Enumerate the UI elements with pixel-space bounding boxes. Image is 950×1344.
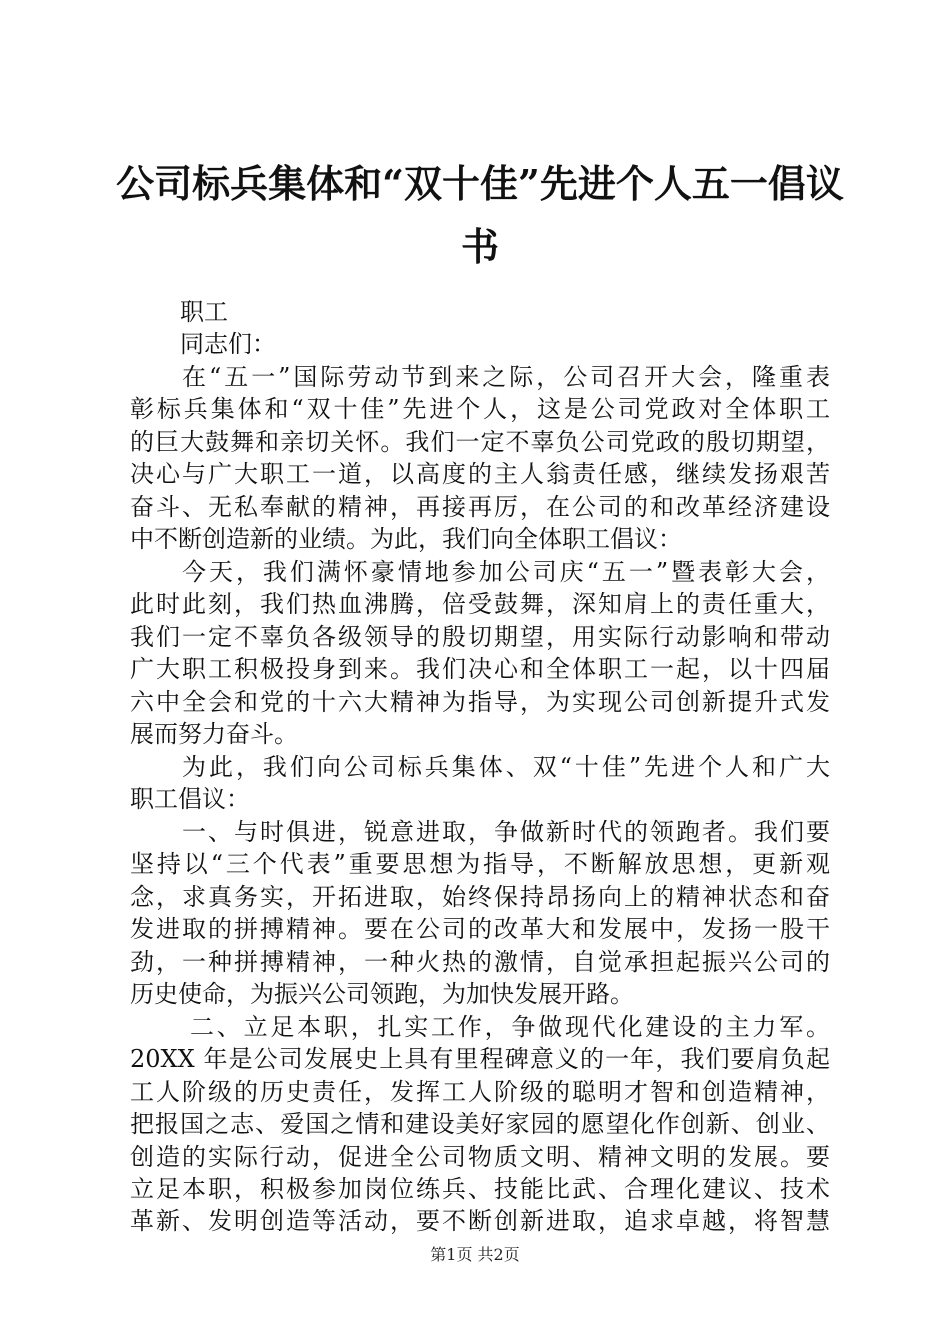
paragraph-line: 六中全会和党的十六大精神为指导，为实现公司创新提升式发 (130, 688, 830, 716)
paragraph-line: 立足本职，积极参加岗位练兵、技能比武、合理化建议、技术 (130, 1175, 830, 1203)
document-title-line1: 公司标兵集体和“双十佳”先进个人五一倡议 (116, 161, 844, 206)
page-footer: 第1页 共2页 (430, 1245, 520, 1264)
paragraph-line: 一、与时俱进，锐意进取，争做新时代的领跑者。我们要 (182, 818, 830, 846)
paragraph-line: 职工倡议： (130, 785, 250, 813)
paragraph-line: 奋斗、无私奉献的精神，再接再厉，在公司的和改革经济建设 (130, 493, 830, 521)
paragraph-line: 20XX 年是公司发展史上具有里程碑意义的一年，我们要肩负起 (130, 1045, 830, 1073)
paragraph-line: 念，求真务实，开拓进取，始终保持昂扬向上的精神状态和奋 (130, 883, 830, 911)
paragraph-line: 为此，我们向公司标兵集体、双“十佳”先进个人和广大 (182, 753, 830, 781)
paragraph-line: 劲，一种拼搏精神，一种火热的激情，自觉承担起振兴公司的 (130, 948, 830, 976)
paragraph-line: 的巨大鼓舞和亲切关怀。我们一定不辜负公司党政的殷切期望， (130, 428, 830, 456)
paragraph-line: 决心与广大职工一道，以高度的主人翁责任感，继续发扬艰苦 (130, 460, 830, 488)
paragraph-line: 创造的实际行动，促进全公司物质文明、精神文明的发展。要 (130, 1143, 830, 1171)
paragraph-line: 把报国之志、爱国之情和建设美好家园的愿望化作创新、创业、 (130, 1110, 830, 1138)
paragraph-line: 坚持以“三个代表”重要思想为指导，不断解放思想，更新观 (130, 850, 830, 878)
paragraph-line: 二、立足本职，扎实工作，争做现代化建设的主力军。 (190, 1013, 830, 1041)
salutation-line: 同志们： (180, 330, 276, 358)
salutation-line: 职工 (180, 298, 228, 326)
paragraph-line: 此时此刻，我们热血沸腾，倍受鼓舞，深知肩上的责任重大， (130, 590, 830, 618)
paragraph-line: 展而努力奋斗。 (130, 720, 298, 748)
paragraph-line: 中不断创造新的业绩。为此，我们向全体职工倡议： (130, 525, 682, 553)
paragraph-line: 今天，我们满怀豪情地参加公司庆“五一”暨表彰大会， (182, 558, 830, 586)
paragraph-line: 革新、发明创造等活动，要不断创新进取，追求卓越，将智慧 (130, 1207, 830, 1235)
paragraph-line: 历史使命，为振兴公司领跑，为加快发展开路。 (130, 980, 634, 1008)
document-title-line2: 书 (460, 224, 499, 269)
paragraph-line: 广大职工积极投身到来。我们决心和全体职工一起，以十四届 (130, 655, 830, 683)
paragraph-line: 在“五一”国际劳动节到来之际，公司召开大会，隆重表 (182, 363, 830, 391)
paragraph-line: 工人阶级的历史责任，发挥工人阶级的聪明才智和创造精神， (130, 1078, 830, 1106)
paragraph-line: 彰标兵集体和“双十佳”先进个人，这是公司党政对全体职工 (130, 395, 830, 423)
paragraph-line: 我们一定不辜负各级领导的殷切期望，用实际行动影响和带动 (130, 623, 830, 651)
paragraph-line: 发进取的拼搏精神。要在公司的改革大和发展中，发扬一股干 (130, 915, 830, 943)
